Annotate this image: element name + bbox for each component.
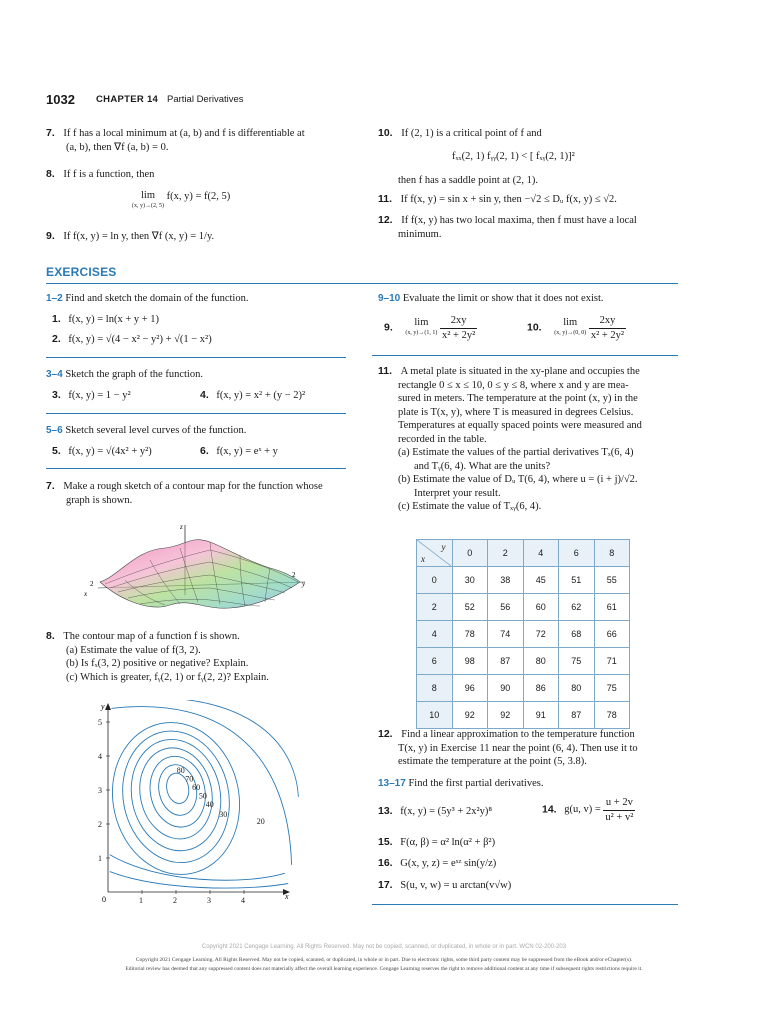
chapter-title: Partial Derivatives [167,94,244,105]
column-header: 2 [488,540,524,567]
item-text: recorded in the table. [398,433,487,445]
item-text: graph is shown. [66,494,133,506]
corner-y-label: y [441,542,446,552]
table-cell: 80 [523,648,559,675]
y-tick-label: 4 [98,752,102,761]
item-number: 16. [378,857,393,869]
table-cell: 75 [594,675,630,702]
exercise-9 [384,314,477,342]
part-a-cont: and Tᵧ(6, 4). What are the units? [414,460,551,472]
column-header: 8 [594,540,630,567]
column-header: 4 [523,540,559,567]
part-a: (a) Estimate the values of the partial derivatives Tₓ(6, 4) [398,447,634,458]
table-cell: 87 [488,648,524,675]
item-number: 8. [46,168,55,180]
item-lhs: g(u, v) = [564,804,601,816]
table-cell: 72 [523,621,559,648]
contour-level-label: 60 [192,783,201,792]
table-cell: 74 [488,621,524,648]
denominator: x² + 2y² [590,329,625,341]
divider [46,413,346,414]
section-ref: 3–4 [46,369,63,380]
row-header: 4 [417,621,453,648]
table-cell: 92 [488,702,524,729]
z-axis-label: z [180,523,183,531]
item-number: 4. [200,389,209,401]
exercise-16 [378,857,496,871]
lim-word: lim [414,317,429,328]
item-number: 2. [52,333,61,345]
x-tick-label: 3 [207,896,211,905]
item-number: 11. [378,193,393,205]
item-text: If (2, 1) is a critical point of f and [401,128,542,139]
item-text: f(x, y) = √(4 − x² − y²) + √(1 − x²) [68,334,212,345]
tf-q10-inequality: fₓₓ(2, 1) fᵧᵧ(2, 1) < [ fₓᵧ(2, 1)]² [452,151,575,162]
table-cell: 80 [559,675,595,702]
item-text: estimate the temperature at the point (5, 3.8). [398,756,587,767]
y-tick-label: 3 [98,786,102,795]
table-cell: 91 [523,702,559,729]
contour-curve [128,700,298,797]
contour-curve [121,731,231,859]
tf-question-12 [378,214,708,241]
exercise-3 [52,389,131,403]
section-ref: 1–2 [46,293,63,304]
item-number: 7. [46,127,55,139]
column-header: 0 [452,540,488,567]
x-tick-label: 2 [173,896,177,905]
table-cell: 96 [452,675,488,702]
column-header: 6 [559,540,595,567]
tf-question-9 [46,230,356,244]
exercise-6 [200,445,278,459]
item-text: f(x, y) = ln(x + y + 1) [68,314,160,325]
table-cell: 68 [559,621,595,648]
exercise-12 [378,728,708,769]
item-text: minimum. [398,228,442,240]
surface-plot-figure [80,520,320,620]
exercise-15 [378,836,495,850]
y-tick-label: 5 [98,718,102,727]
tf-question-10 [378,127,708,141]
item-number: 9. [384,321,393,334]
footer-editorial: Editorial review has deemed that any suppressed content does not materially affect the overall learning experience. Cengage Learning reserves the right to remove additional content at any time if subsequent rights restrictions require it. [125,966,643,972]
footer-copyright: Copyright 2021 Cengage Learning. All Rights Reserved. May not be copied, scanned, or duplicated, in whole or in part. Due to electronic rights, some third party content may be suppressed from the eBook and/or eChapter(s). [135,957,633,963]
temperature-table [416,539,630,729]
exercise-11 [378,365,708,514]
exercise-10 [527,314,626,342]
table-cell: 71 [594,648,630,675]
exercise-1 [52,313,159,327]
numerator: 2xy [440,314,477,329]
section-instruction: Sketch several level curves of the function. [65,425,247,436]
section-instruction: Sketch the graph of the function. [65,369,203,380]
item-number: 10. [527,321,542,334]
item-text: If f is a function, then [63,169,155,180]
exercises-heading: EXERCISES [46,265,117,279]
section-instruction: Find the first partial derivatives. [408,778,544,789]
table-row [417,702,630,729]
numerator: u + 2v [603,796,635,811]
lim-subscript: (x, y)→(1, 1) [405,330,438,336]
contour-curve [111,721,242,873]
denominator: u² + v² [605,811,634,823]
exercise-17 [378,879,511,893]
lim-subscript: (x, y)→(0, 0) [554,330,587,336]
section-13-17 [378,777,708,791]
section-3-4 [46,368,356,382]
item-text: A metal plate is situated in the xy-plane and occupies the [400,366,640,377]
y-tick-label: 2 [98,820,102,829]
contour-curve [110,872,289,889]
exercise-4 [200,389,305,403]
item-number: 1. [52,313,61,325]
item-text: Temperatures at equally spaced points were measured and [398,420,642,431]
item-text: If f(x, y) = ln y, then ∇f (x, y) = 1/y. [63,231,215,242]
footer-watermark: Copyright 2021 Cengage Learning. All Rights Reserved. May not be copied, scanned, or duplicated, in whole or in part. WCN 02-200-203 [201,944,567,950]
item-number: 17. [378,879,393,891]
section-ref: 5–6 [46,425,63,436]
item-text: rectangle 0 ≤ x ≤ 10, 0 ≤ y ≤ 8, where x and y are mea- [398,379,629,391]
tf-q8-limit [132,190,230,212]
item-text: T(x, y) in Exercise 11 near the point (6, 4). Then use it to [398,742,638,754]
table-corner [417,540,453,567]
item-text: G(x, y, z) = eˣᶻ sin(y/z) [400,858,497,869]
section-ref: 13–17 [378,778,406,789]
lim-word: lim [563,317,578,328]
exercise-8 [46,630,356,684]
table-cell: 51 [559,567,595,594]
contour-curve [99,711,254,887]
x-axis-label: x [84,590,88,598]
corner-x-label: x [421,554,425,564]
contour-x-label: x [285,892,289,901]
item-number: 11. [378,365,393,377]
item-number: 9. [46,230,55,242]
exercise-2 [52,333,212,347]
item-number: 8. [46,630,55,642]
item-number: 14. [542,803,557,816]
contour-y-label: y [101,702,105,711]
exercise-13 [378,805,492,819]
contour-origin-label: 0 [102,895,106,904]
chapter-label: CHAPTER 14 [96,94,159,105]
row-header: 8 [417,675,453,702]
table-cell: 62 [559,594,595,621]
table-cell: 38 [488,567,524,594]
exercise-14 [542,796,635,824]
item-number: 12. [378,214,393,226]
section-5-6 [46,424,356,438]
item-text: If f(x, y) = sin x + sin y, then −√2 ≤ Dᵤ f(x, y) ≤ √2. [400,194,617,205]
table-cell: 45 [523,567,559,594]
table-row [417,594,630,621]
tf-question-11 [378,193,708,207]
part-b: (b) Is fₓ(3, 2) positive or negative? Explain. [66,658,249,669]
table-cell: 87 [559,702,595,729]
y-axis-arrow [105,703,111,710]
item-number: 12. [378,728,393,740]
section-instruction: Find and sketch the domain of the function. [65,293,249,304]
contour-level-label: 20 [256,817,265,826]
contour-level-label: 40 [205,800,214,809]
item-number: 6. [200,445,209,457]
contour-curve [110,855,285,881]
contour-level-label: 70 [185,774,194,784]
exercise-7 [46,480,356,507]
item-text: If f has a local minimum at (a, b) and f is differentiable at [63,128,305,139]
item-number: 5. [52,445,61,457]
x-tick-2: 2 [90,580,94,588]
surface-mesh [100,540,300,609]
lim-subscript: (x, y)→(2, 5) [132,203,164,209]
x-tick-label: 1 [139,896,143,905]
tf-question-8 [46,168,356,182]
y-axis-label: y [302,580,306,588]
item-text: f(x, y) = (5y³ + 2x²y)⁸ [400,806,493,817]
part-a: (a) Estimate the value of f(3, 2). [66,644,201,656]
item-text: f(x, y) = x² + (y − 2)² [216,390,306,401]
divider [46,357,346,358]
contour-level-label: 50 [198,791,207,801]
tf-q10-conclusion: then f has a saddle point at (2, 1). [398,175,538,186]
table-cell: 66 [594,621,630,648]
item-text: Make a rough sketch of a contour map for the function whose [63,481,323,492]
tf-question-7 [46,127,356,154]
numerator: 2xy [589,314,626,329]
lim-expression: f(x, y) = f(2, 5) [166,191,231,202]
contour-curve [132,741,221,846]
item-text: f(x, y) = 1 − y² [68,390,131,401]
table-cell: 92 [452,702,488,729]
row-header: 0 [417,567,453,594]
denominator: x² + 2y² [442,329,476,341]
divider [46,468,346,469]
y-tick-2: 2 [292,571,296,579]
part-b: (b) Estimate the value of Dᵤ T(6, 4), where u = (i + j)/√2. [398,474,638,485]
contour-map-figure [82,700,312,910]
item-text: Find a linear approximation to the temperature function [401,729,635,740]
table-cell: 90 [488,675,524,702]
section-instruction: Evaluate the limit or show that it does not exist. [402,293,604,304]
table-cell: 78 [594,702,630,729]
table-row [417,648,630,675]
table-cell: 78 [452,621,488,648]
item-number: 13. [378,805,393,817]
item-text: f(x, y) = √(4x² + y²) [68,446,152,457]
heading-rule [46,283,678,284]
table-row [417,567,630,594]
row-header: 6 [417,648,453,675]
row-header: 10 [417,702,453,729]
part-b-cont: Interpret your result. [414,487,501,499]
table-cell: 55 [594,567,630,594]
contour-level-label: 30 [219,810,228,820]
part-c: (c) Estimate the value of Tₓᵧ(6, 4). [398,501,542,512]
lim-word: lim [140,190,155,201]
contour-level-label: 80 [176,766,185,775]
item-text: sured in meters. The temperature at the point (x, y) in the [398,393,638,404]
x-tick-label: 4 [241,896,245,905]
divider [372,904,678,905]
item-text: (a, b), then ∇f (a, b) = 0. [66,141,169,153]
item-number: 15. [378,836,393,848]
item-text: S(u, v, w) = u arctan(v√w) [400,880,512,891]
table-cell: 60 [523,594,559,621]
item-text: The contour map of a function f is shown. [63,631,240,642]
table-cell: 61 [594,594,630,621]
section-ref: 9–10 [378,293,401,304]
item-number: 10. [378,127,393,139]
table-cell: 98 [452,648,488,675]
table-row [417,675,630,702]
page-number: 1032 [46,92,75,107]
table-cell: 30 [452,567,488,594]
table-cell: 86 [523,675,559,702]
divider [372,355,678,356]
table-header-row [417,540,630,567]
row-header: 2 [417,594,453,621]
section-9-10 [378,292,708,306]
table-cell: 56 [488,594,524,621]
table-cell: 52 [452,594,488,621]
part-c: (c) Which is greater, fᵧ(2, 1) or fᵧ(2, 2)? Explain. [66,671,269,683]
item-number: 7. [46,480,55,492]
item-text: If f(x, y) has two local maxima, then f must have a local [401,215,637,226]
item-text: F(α, β) = α² ln(α² + β²) [400,837,496,848]
y-tick-label: 1 [98,854,102,863]
item-text: plate is T(x, y), where T is measured in degrees Celsius. [398,406,634,418]
item-number: 3. [52,389,61,401]
table-cell: 75 [559,648,595,675]
exercise-5 [52,445,152,459]
table-row [417,621,630,648]
section-1-2 [46,292,356,306]
item-text: f(x, y) = eˣ + y [216,446,278,457]
